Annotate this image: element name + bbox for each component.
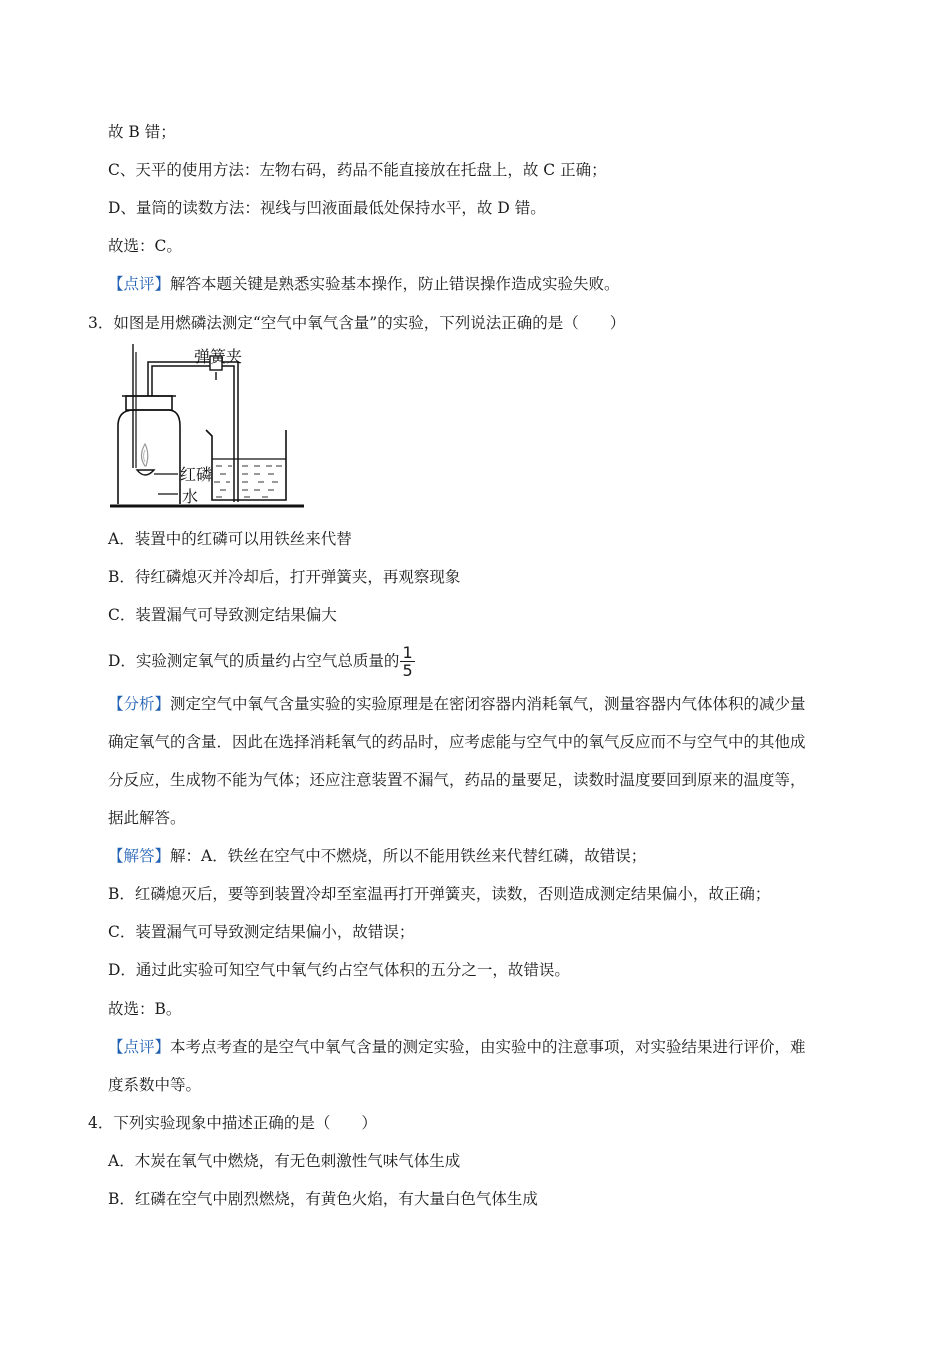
option-c: C．装置漏气可导致测定结果偏大 bbox=[108, 606, 337, 624]
comment-text: 本考点考查的是空气中氧气含量的测定实验，由实验中的注意事项，对实验结果进行评价，难 bbox=[170, 1038, 806, 1056]
analysis-line: 确定氧气的含量．因此在选择消耗氧气的药品时，应考虑能与空气中的氧气反应而不与空气中的其他成 bbox=[108, 733, 806, 751]
gas-jar-icon bbox=[118, 410, 180, 504]
text-line: 故 B 错； bbox=[108, 123, 176, 141]
text-line: C、天平的使用方法：左物右码，药品不能直接放在托盘上，故 C 正确； bbox=[108, 161, 607, 179]
option-b: B．待红磷熄灭并冷却后，打开弹簧夹，再观察现象 bbox=[108, 568, 461, 586]
answer-selection: 故选：B。 bbox=[108, 1000, 182, 1018]
answer-tag: 【解答】 bbox=[108, 847, 171, 865]
option-a: A．装置中的红磷可以用铁丝来代替 bbox=[108, 530, 352, 548]
comment-line: 度系数中等。 bbox=[108, 1076, 202, 1094]
label-water: 水 bbox=[182, 487, 199, 506]
analysis-line bbox=[108, 693, 806, 715]
option-a: A．木炭在氧气中燃烧，有无色刺激性气味气体生成 bbox=[108, 1152, 461, 1170]
label-red-phosphorus: 红磷 bbox=[180, 465, 213, 484]
answer-line: C．装置漏气可导致测定结果偏小，故错误； bbox=[108, 923, 415, 941]
comment-tag: 【点评】 bbox=[108, 275, 171, 293]
combustion-spoon-icon bbox=[137, 470, 154, 475]
answer-line: D．通过此实验可知空气中氧气约占空气体积的五分之一，故错误。 bbox=[108, 961, 570, 979]
analysis-line: 据此解答。 bbox=[108, 809, 186, 827]
fraction-numerator: 1 bbox=[402, 643, 413, 662]
answer-line: B．红磷熄灭后，要等到装置冷却至室温再打开弹簧夹，读数，否则造成测定结果偏小，故正确； bbox=[108, 885, 771, 903]
option-d bbox=[108, 643, 415, 680]
fraction-denominator: 5 bbox=[402, 661, 413, 680]
option-b: B．红磷在空气中剧烈燃烧，有黄色火焰，有大量白色气体生成 bbox=[108, 1190, 538, 1208]
comment-text: 解答本题关键是熟悉实验基本操作，防止错误操作造成实验失败。 bbox=[170, 275, 620, 293]
analysis-text: 测定空气中氧气含量实验的实验原理是在密闭容器内消耗氧气，测量容器内气体体积的减少量 bbox=[170, 695, 806, 713]
option-d-text: D．实验测定氧气的质量约占空气总质量的 bbox=[108, 652, 400, 670]
question-4-stem: 4．下列实验现象中描述正确的是（ ） bbox=[88, 1114, 377, 1132]
label-spring-clamp: 弹簧夹 bbox=[194, 347, 243, 366]
comment-line bbox=[108, 1036, 806, 1058]
answer-text: 解：A．铁丝在空气中不燃烧，所以不能用铁丝来代替红磷，故错误； bbox=[170, 847, 647, 865]
comment-tag: 【点评】 bbox=[108, 1038, 171, 1056]
analysis-line: 分反应，生成物不能为气体；还应注意装置不漏气，药品的量要足，读数时温度要回到原来的温度等， bbox=[108, 771, 806, 789]
answer-line bbox=[108, 845, 646, 867]
text-line: D、量筒的读数方法：视线与凹液面最低处保持水平，故 D 错。 bbox=[108, 199, 546, 217]
phosphorus-experiment-figure bbox=[108, 344, 308, 516]
comment-line bbox=[108, 273, 620, 295]
fraction-one-fifth bbox=[400, 643, 414, 680]
analysis-tag: 【分析】 bbox=[108, 695, 171, 713]
question-3-stem: 3．如图是用燃磷法测定“空气中氧气含量”的实验，下列说法正确的是（ ） bbox=[88, 314, 626, 332]
answer-selection: 故选：C。 bbox=[108, 237, 182, 255]
